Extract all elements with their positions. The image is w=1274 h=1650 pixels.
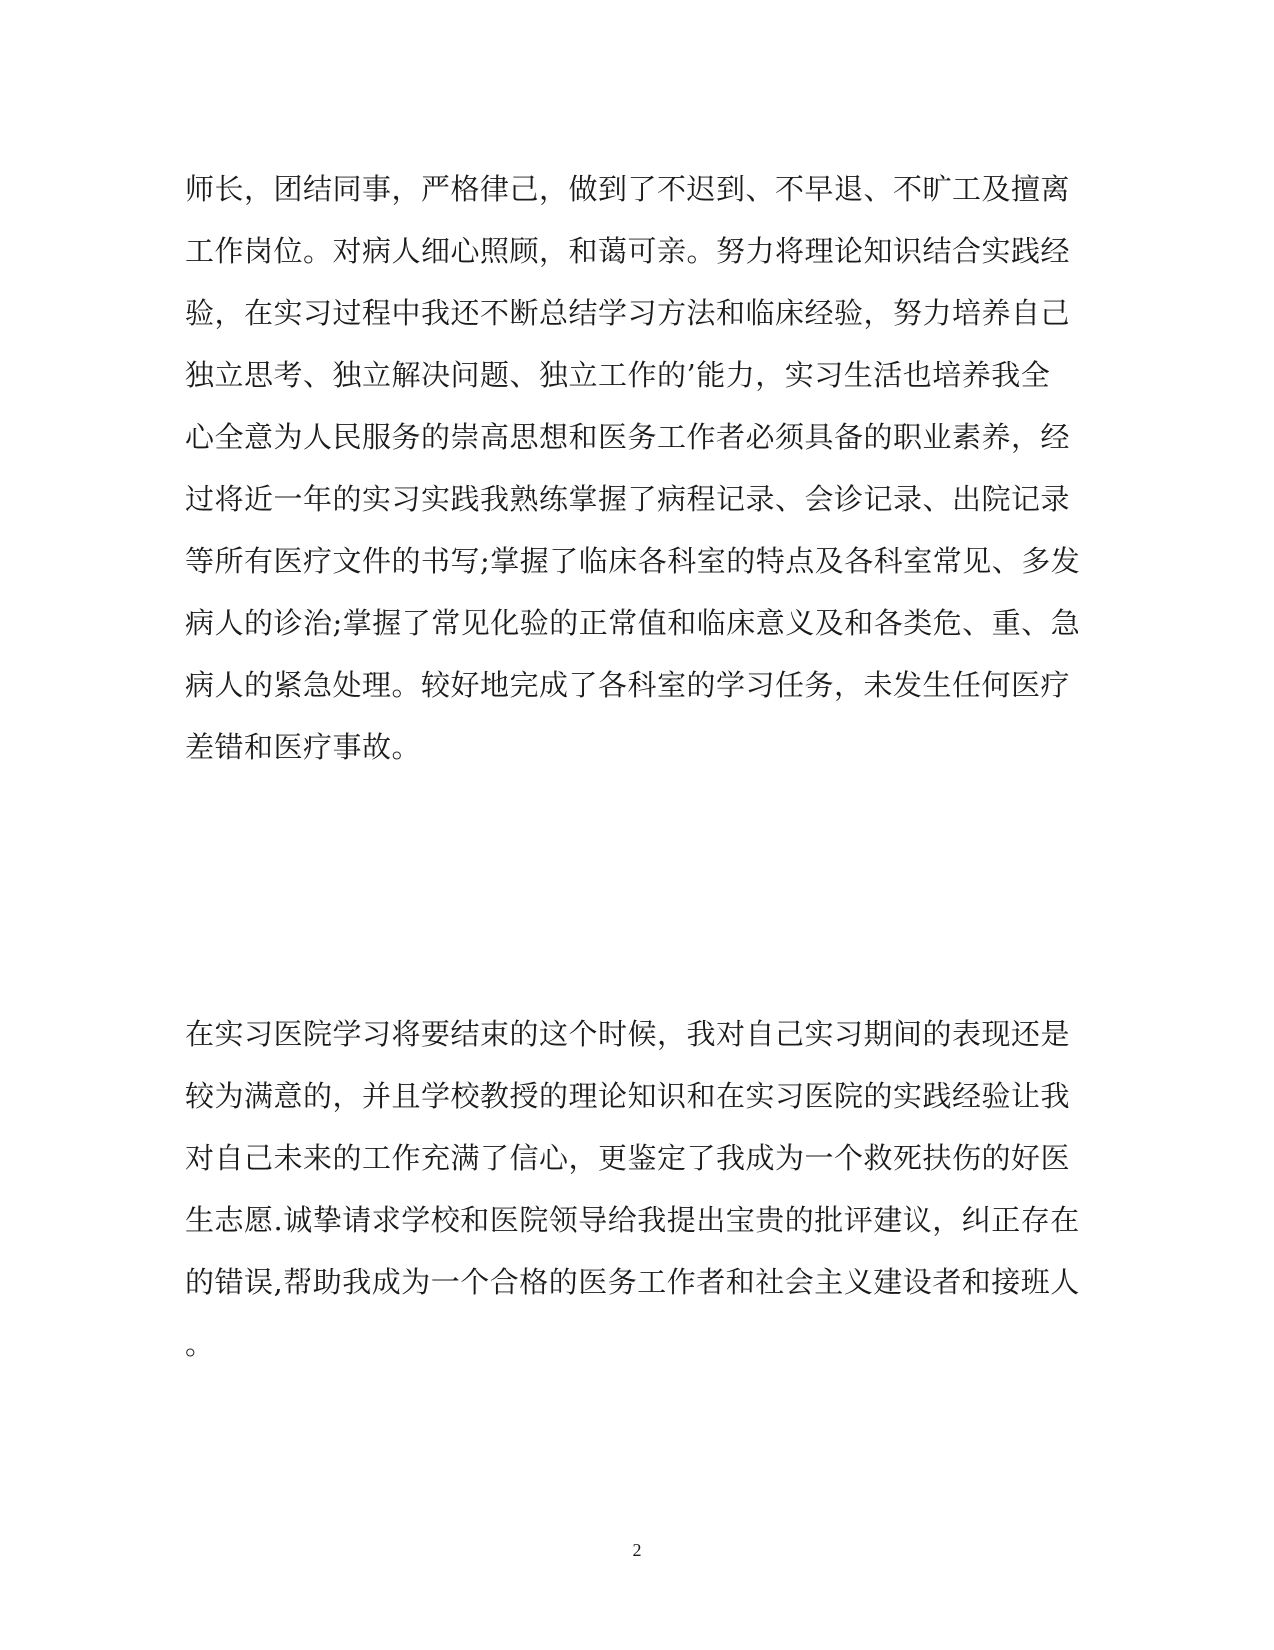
- paragraph-line: 验，在实习过程中我还不断总结学习方法和临床经验，努力培养自己: [185, 296, 1071, 330]
- paragraph-line: 对自己未来的工作充满了信心，更鉴定了我成为一个救死扶伤的好医: [185, 1141, 1071, 1175]
- paragraph-line: 的错误,帮助我成为一个合格的医务工作者和社会主义建设者和接班人: [185, 1265, 1080, 1299]
- paragraph-line: 独立思考、独立解决问题、独立工作的’能力，实习生活也培养我全: [185, 358, 1051, 392]
- paragraph-line: 病人的诊治;掌握了常见化验的正常值和临床意义及和各类危、重、急: [185, 606, 1081, 640]
- paragraph-line: 病人的紧急处理。较好地完成了各科室的学习任务，未发生任何医疗: [185, 668, 1071, 702]
- body-paragraph: [185, 158, 1085, 778]
- paragraph-line: 工作岗位。对病人细心照顾，和蔼可亲。努力将理论知识结合实践经: [185, 234, 1071, 268]
- paragraph-line: 过将近一年的实习实践我熟练掌握了病程记录、会诊记录、出院记录: [185, 482, 1071, 516]
- paragraph-line: 差错和医疗事故。: [185, 730, 422, 764]
- paragraph-line: 心全意为人民服务的崇高思想和医务工作者必须具备的职业素养，经: [185, 420, 1071, 454]
- paragraph-line: 。: [185, 1327, 215, 1361]
- paragraph-line: 在实习医院学习将要结束的这个时候，我对自己实习期间的表现还是: [185, 1017, 1071, 1051]
- paragraph-line: 等所有医疗文件的书写;掌握了临床各科室的特点及各科室常见、多发: [185, 544, 1081, 578]
- paragraph-line: 生志愿.诚挚请求学校和医院领导给我提出宝贵的批评建议，纠正存在: [185, 1203, 1080, 1237]
- paragraph-line: 师长，团结同事，严格律己，做到了不迟到、不早退、不旷工及擅离: [185, 172, 1071, 206]
- paragraph-line: 较为满意的，并且学校教授的理论知识和在实习医院的实践经验让我: [185, 1079, 1071, 1113]
- page-number: 2: [632, 1540, 642, 1560]
- body-paragraph: [185, 1003, 1085, 1375]
